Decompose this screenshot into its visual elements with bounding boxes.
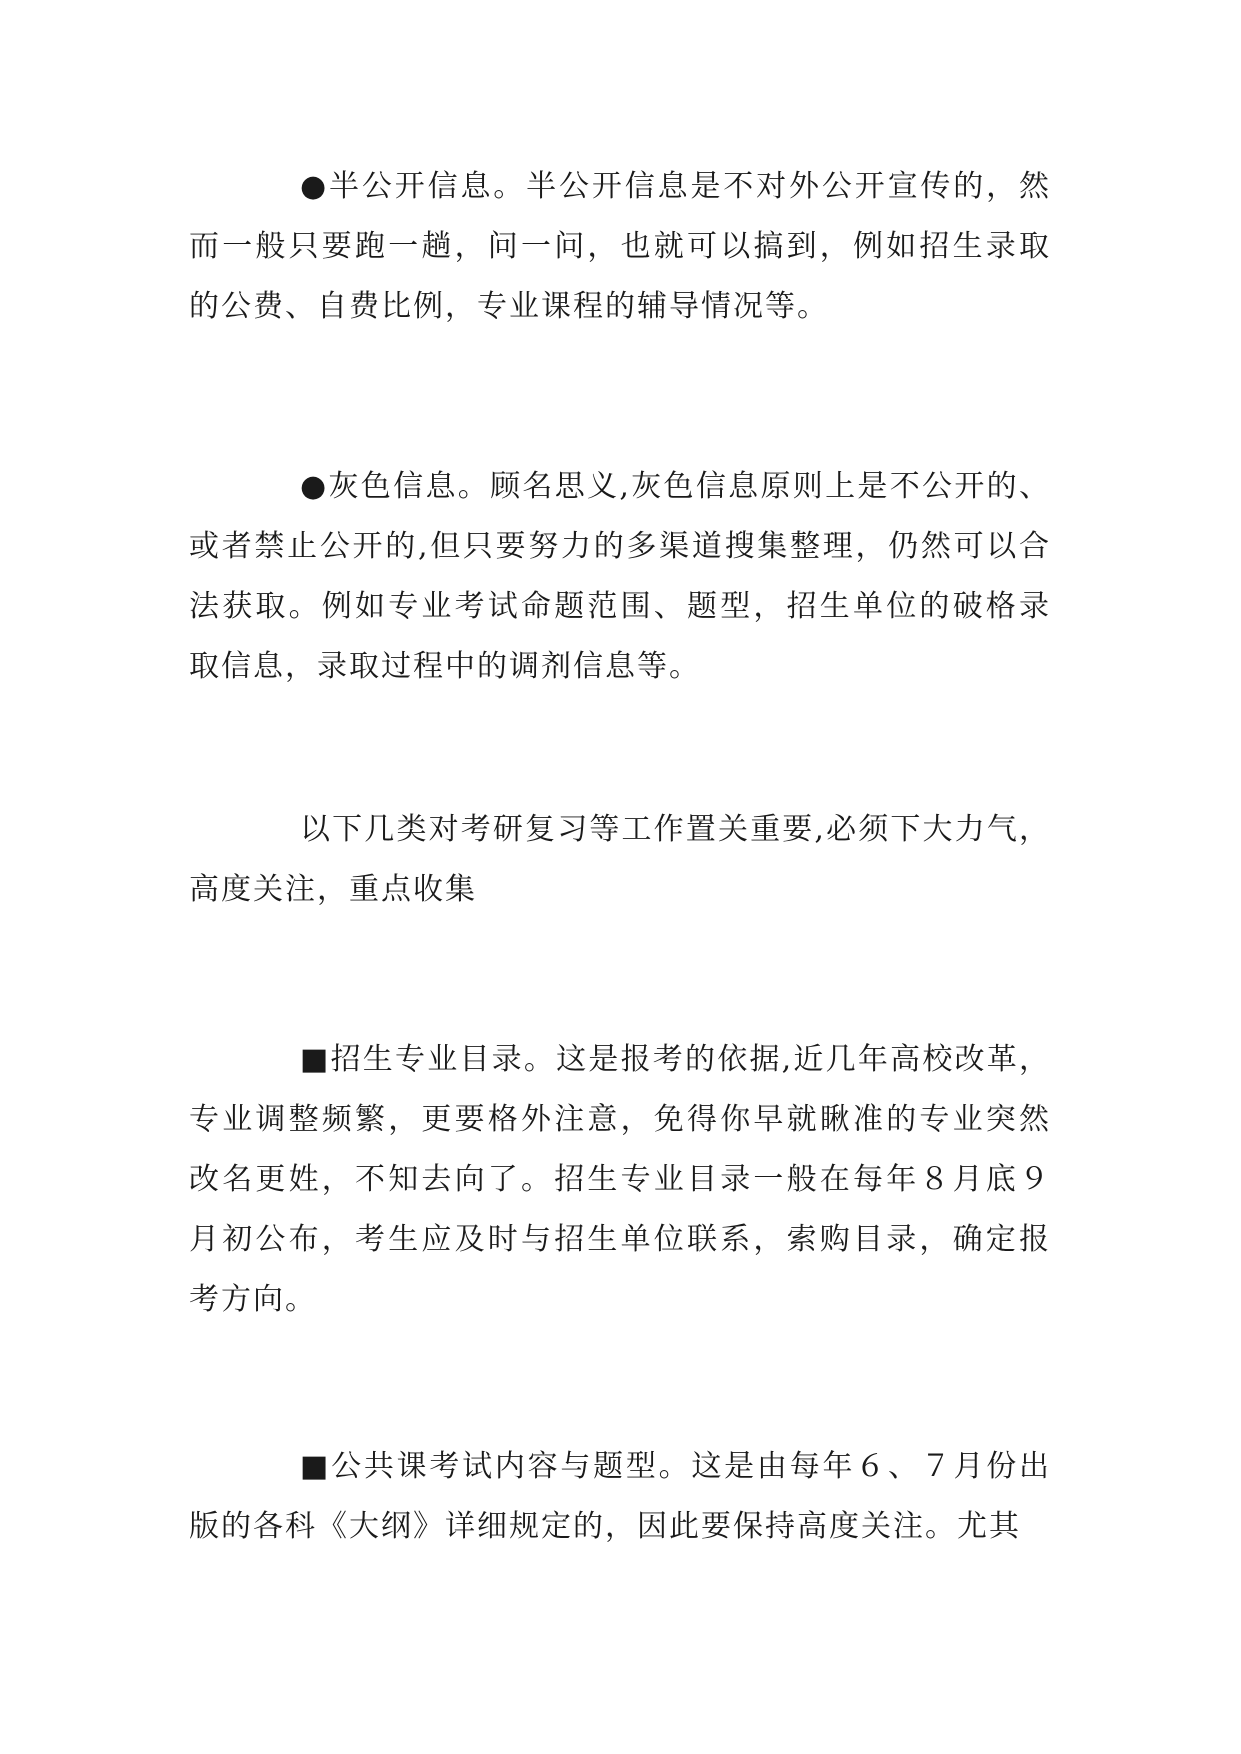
paragraph-gray-info: ●灰色信息。顾名思义,灰色信息原则上是不公开的、或者禁止公开的,但只要努力的多渠道搜集整理，仍然可以合法获取。例如专业考试命题范围、题型，招生单位的破格录取信息，录取过程中的调剂信息等。 — [189, 469, 1051, 684]
paragraph-public-course-exam: ■公共课考试内容与题型。这是由每年６、７月份出版的各科《大纲》详细规定的，因此要保持高度关注。尤其 — [189, 1449, 1051, 1544]
paragraph-key-categories: 以下几类对考研复习等工作置关重要,必须下大力气，高度关注，重点收集 — [189, 812, 1051, 907]
paragraph-semi-public-info: ●半公开信息。半公开信息是不对外公开宣传的，然而一般只要跑一趟，问一问，也就可以搞到，例如招生录取的公费、自费比例，专业课程的辅导情况等。 — [189, 169, 1051, 324]
paragraph-enrollment-catalog: ■招生专业目录。这是报考的依据,近几年高校改革，专业调整频繁，更要格外注意，免得你早就瞅准的专业突然改名更姓，不知去向了。招生专业目录一般在每年８月底９月初公布，考生应及时与招生单位联系，索购目录，确定报考方向。 — [189, 1042, 1051, 1317]
